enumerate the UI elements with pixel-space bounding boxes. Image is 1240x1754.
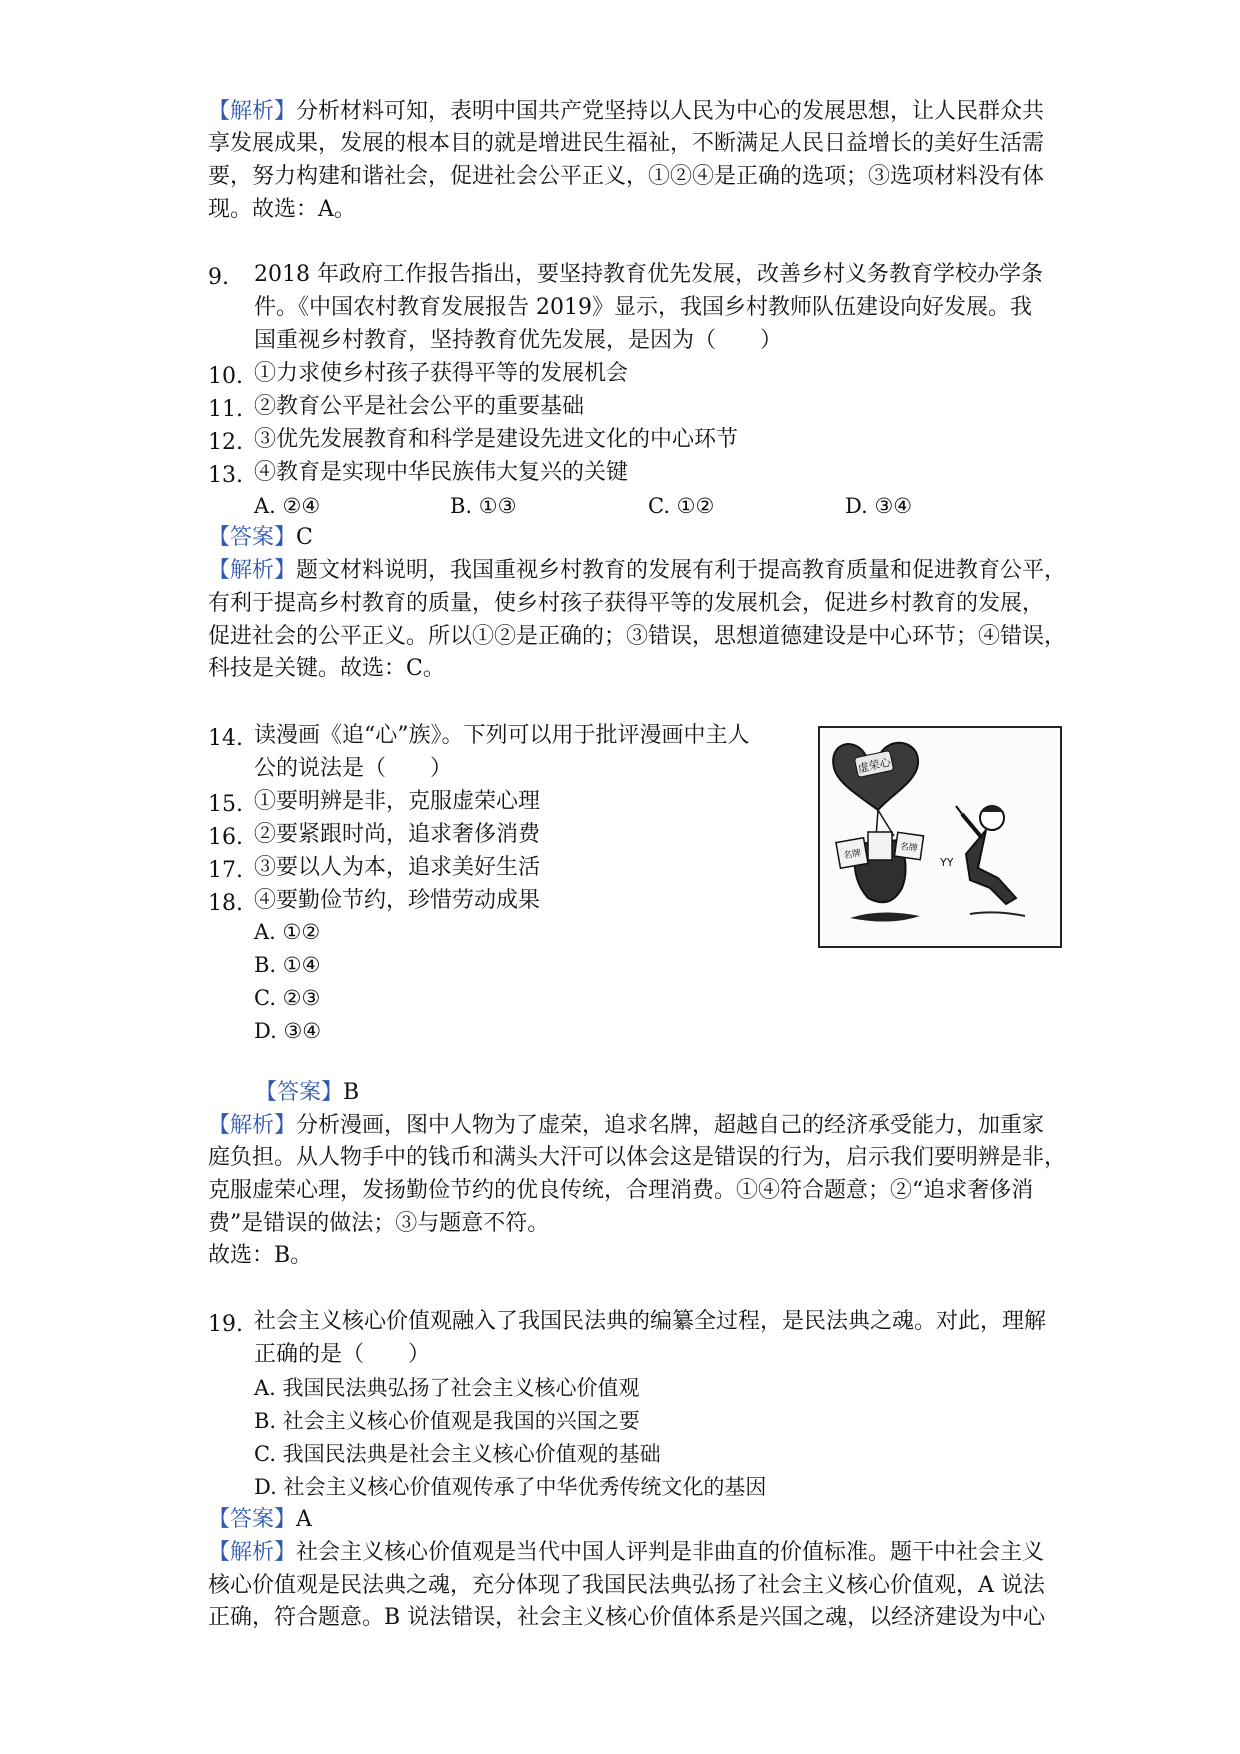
statement-item: ④教育是实现中华民族伟大复兴的关键: [254, 460, 629, 485]
heart-label-text: 虚荣心: [856, 755, 892, 776]
analysis-line: 费”是错误的做法；③与题意不符。: [208, 1211, 550, 1236]
analysis-line: 要，努力构建和谐社会，促进社会公平正义，①②④是正确的选项；③选项材料没有体: [208, 164, 1045, 189]
analysis-line: 科技是关键。故选：C。: [208, 656, 445, 681]
statement-item: ②要紧跟时尚，追求奢侈消费: [254, 822, 541, 847]
brand-bag-middle: [868, 832, 892, 860]
answer-tag: 【答案】: [208, 525, 297, 550]
man-arm: [962, 814, 982, 838]
analysis-line: 【解析】题文材料说明，我国重视乡村教育的发展有利于提高教育质量和促进教育公平，: [208, 558, 1067, 583]
answer-line: [208, 522, 313, 554]
list-number: 11.: [208, 397, 243, 422]
option-c: C. ②③: [254, 986, 321, 1010]
answer-tag: 【答案】: [208, 1507, 297, 1532]
question-stem-line: 2018 年政府工作报告指出，要坚持教育优先发展，改善乡村义务教育学校办学条: [254, 262, 1043, 287]
question-stem-line: 件。《中国农村教育发展报告 2019》显示，我国乡村教师队伍建设向好发展。我: [254, 295, 1032, 320]
analysis-line: 【解析】分析漫画，图中人物为了虚荣，追求名牌，超越自己的经济承受能力，加重家: [208, 1113, 1045, 1138]
analysis-tag: 【解析】: [208, 99, 297, 124]
statement-item: ③要以人为本，追求美好生活: [254, 855, 541, 880]
question-stem-line: 公的说法是（ ）: [254, 756, 453, 781]
option-d: D. ③④: [845, 494, 913, 518]
coins-text: YY: [940, 856, 954, 869]
option-b: B. ①③: [450, 494, 517, 518]
question-stem-line: 社会主义核心价值观融入了我国民法典的编纂全过程，是民法典之魂。对此，理解: [254, 1309, 1047, 1334]
answer-value: B: [343, 1080, 360, 1105]
option-d: D. 社会主义核心价值观传承了中华优秀传统文化的基因: [254, 1475, 767, 1499]
analysis-tag: 【解析】: [208, 1113, 297, 1138]
question-number: 9.: [208, 265, 229, 290]
answer-tag: 【答案】: [255, 1080, 344, 1105]
analysis-tag: 【解析】: [208, 558, 297, 583]
man-hand: [956, 806, 962, 814]
option-a: A. ①②: [254, 920, 321, 944]
analysis-line: 正确，符合题意。B 说法错误，社会主义核心价值体系是兴国之魂，以经济建设为中心: [208, 1605, 1046, 1630]
option-d: D. ③④: [254, 1019, 322, 1043]
bag-right-label: 名牌: [899, 841, 919, 855]
option-c: C. ①②: [648, 494, 715, 518]
statement-item: ①力求使乡村孩子获得平等的发展机会: [254, 361, 629, 386]
question-stem-line: 读漫画《追“心”族》。下列可以用于批评漫画中主人: [254, 723, 750, 748]
analysis-line: 【解析】分析材料可知，表明中国共产党坚持以人民为中心的发展思想，让人民群众共: [208, 99, 1045, 124]
bag-left-label: 名牌: [842, 848, 863, 862]
list-number: 16.: [208, 825, 243, 850]
analysis-line: 促进社会的公平正义。所以①②是正确的；③错误，思想道德建设是中心环节；④错误，: [208, 624, 1067, 649]
list-number: 12.: [208, 430, 243, 455]
option-a: A. ②④: [254, 494, 321, 518]
analysis-line: 庭负担。从人物手中的钱币和满头大汗可以体会这是错误的行为，启示我们要明辨是非，: [208, 1145, 1067, 1170]
cartoon-illustration: [818, 726, 1062, 948]
option-b: B. ①④: [254, 953, 321, 977]
heart-balloon-shape: [833, 743, 918, 810]
answer-value: A: [296, 1507, 312, 1532]
man-body: [966, 830, 1016, 904]
statement-item: ①要明辨是非，克服虚荣心理: [254, 789, 541, 814]
analysis-line: 享发展成果，发展的根本目的就是增进民生福祉，不断满足人民日益增长的美好生活需: [208, 131, 1045, 156]
analysis-tag: 【解析】: [208, 1540, 297, 1565]
statement-item: ②教育公平是社会公平的重要基础: [254, 394, 585, 419]
statement-item: ③优先发展教育和科学是建设先进文化的中心环节: [254, 427, 739, 452]
list-number: 15.: [208, 792, 243, 817]
option-a: A. 我国民法典弘扬了社会主义核心价值观: [254, 1376, 640, 1400]
analysis-line: 有利于提高乡村教育的质量，使乡村孩子获得平等的发展机会，促进乡村教育的发展，: [208, 591, 1045, 616]
question-number: 14.: [208, 726, 243, 751]
statement-item: ④要勤俭节约，珍惜劳动成果: [254, 888, 541, 913]
question-stem-line: 正确的是（ ）: [254, 1342, 431, 1367]
cartoon-drawing: [820, 728, 1060, 946]
answer-value: C: [296, 525, 313, 550]
list-number: 10.: [208, 364, 243, 389]
question-stem-line: 国重视乡村教育，坚持教育优先发展，是因为（ ）: [254, 328, 783, 353]
ground-shadow: [850, 912, 920, 921]
answer-line: [208, 1504, 312, 1536]
analysis-line: 【解析】社会主义核心价值观是当代中国人评判是非曲直的价值标准。题干中社会主义: [208, 1540, 1045, 1565]
option-b: B. 社会主义核心价值观是我国的兴国之要: [254, 1409, 640, 1433]
analysis-line: 现。故选：A。: [208, 197, 356, 222]
analysis-line: 克服虚荣心理，发扬勤俭节约的优良传统，合理消费。①④符合题意；②“追求奢侈消: [208, 1178, 1034, 1203]
ground-line: [970, 912, 1025, 916]
option-c: C. 我国民法典是社会主义核心价值观的基础: [254, 1442, 661, 1466]
list-number: 17.: [208, 858, 243, 883]
list-number: 18.: [208, 891, 243, 916]
analysis-line: 故选：B。: [208, 1243, 313, 1268]
analysis-line: 核心价值观是民法典之魂，充分体现了我国民法典弘扬了社会主义核心价值观，A 说法: [208, 1573, 1045, 1598]
question-number: 19.: [208, 1312, 243, 1337]
answer-line: [255, 1077, 359, 1109]
list-number: 13.: [208, 463, 243, 488]
